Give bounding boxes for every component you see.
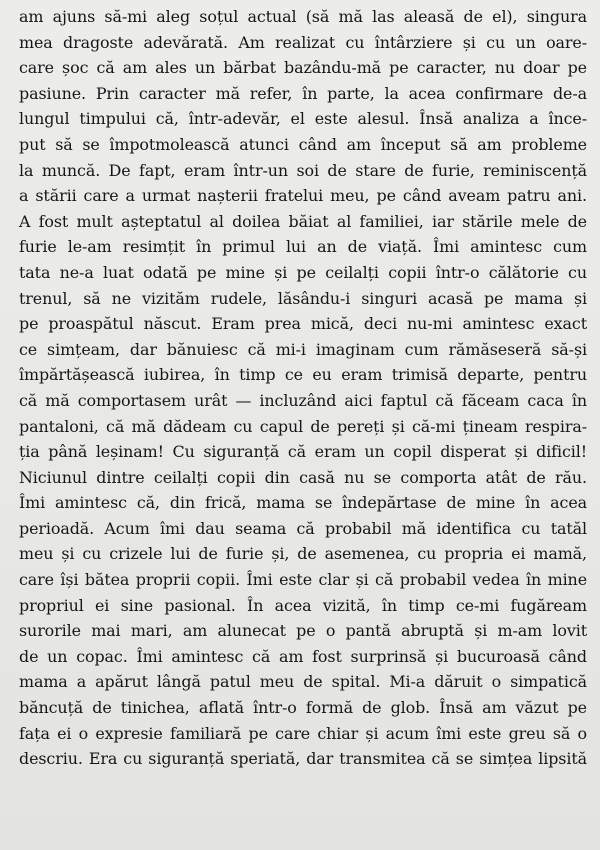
text-line: de un copac. Îmi amintesc că am fost surprinsă și bucuroasă când (19, 646, 587, 666)
text-line: mea dragoste adevărată. Am realizat cu întârziere și cu un oare- (19, 32, 587, 52)
text-line: A fost mult așteptatul al doilea băiat al familiei, iar stările mele de (19, 211, 587, 231)
text-line: fața ei o expresie familiară pe care chiar și acum îmi este greu să o (19, 723, 587, 743)
text-line: descriu. Era cu siguranță speriată, dar transmitea că se simțea lipsită (19, 749, 587, 769)
text-line: put să se împotmolească atunci când am început să am probleme (19, 134, 587, 154)
text-line: lungul timpului că, într-adevăr, el este alesul. Însă analiza a înce- (19, 109, 587, 129)
text-line: a stării care a urmat nașterii fratelui meu, pe când aveam patru ani. (19, 186, 587, 206)
text-line: băncuță de tinichea, aflată într-o formă de glob. Însă am văzut pe (19, 698, 587, 718)
text-line: Îmi amintesc că, din frică, mama se îndepărtase de mine în acea (19, 493, 587, 513)
text-line: pasiune. Prin caracter mă refer, în parte, la acea confirmare de-a (19, 83, 587, 103)
text-line: trenul, să ne vizităm rudele, lăsându-i singuri acasă pe mama și (19, 288, 587, 308)
text-line: tata ne-a luat odată pe mine și pe ceilalți copii într-o călătorie cu (19, 262, 587, 282)
text-line: surorile mai mari, am alunecat pe o pantă abruptă și m-am lovit (19, 621, 587, 641)
text-line: propriul ei sine pasional. În acea vizită, în timp ce-mi fugăream (19, 595, 587, 615)
text-line: la muncă. De fapt, eram într-un soi de stare de furie, reminiscență (19, 160, 587, 180)
text-line: perioadă. Acum îmi dau seama că probabil mă identifica cu tatăl (19, 518, 587, 538)
text-line: ția până leșinam! Cu siguranță că eram un copil disperat și dificil! (19, 442, 587, 462)
text-line: pantaloni, că mă dădeam cu capul de pereți și că-mi țineam respira- (19, 416, 587, 436)
text-line: că mă comportasem urât — incluzând aici faptul că făceam caca în (19, 390, 587, 410)
text-line: care șoc că am ales un bărbat bazându-mă pe caracter, nu doar pe (19, 58, 587, 78)
text-line: am ajuns să-mi aleg soțul actual (să mă las aleasă de el), singura (19, 7, 587, 26)
text-line: ce simțeam, dar bănuiesc că mi-i imaginam cum rămăseseră să-și (19, 339, 587, 359)
body-text (19, 4, 587, 772)
text-line: Niciunul dintre ceilalți copii din casă nu se comporta atât de rău. (19, 467, 587, 487)
text-line: meu și cu crizele lui de furie și, de asemenea, cu propria ei mamă, (19, 544, 587, 564)
text-line: împărtășească iubirea, în timp ce eu eram trimisă departe, pentru (19, 365, 587, 385)
text-line: care își bătea proprii copii. Îmi este clar și că probabil vedea în mine (19, 570, 587, 590)
text-line: furie le-am resimțit în primul lui an de viață. Îmi amintesc cum (19, 237, 587, 257)
text-line: mama a apărut lângă patul meu de spital. Mi-a dăruit o simpatică (19, 672, 587, 692)
text-line: pe proaspătul născut. Eram prea mică, deci nu-mi amintesc exact (19, 314, 587, 334)
